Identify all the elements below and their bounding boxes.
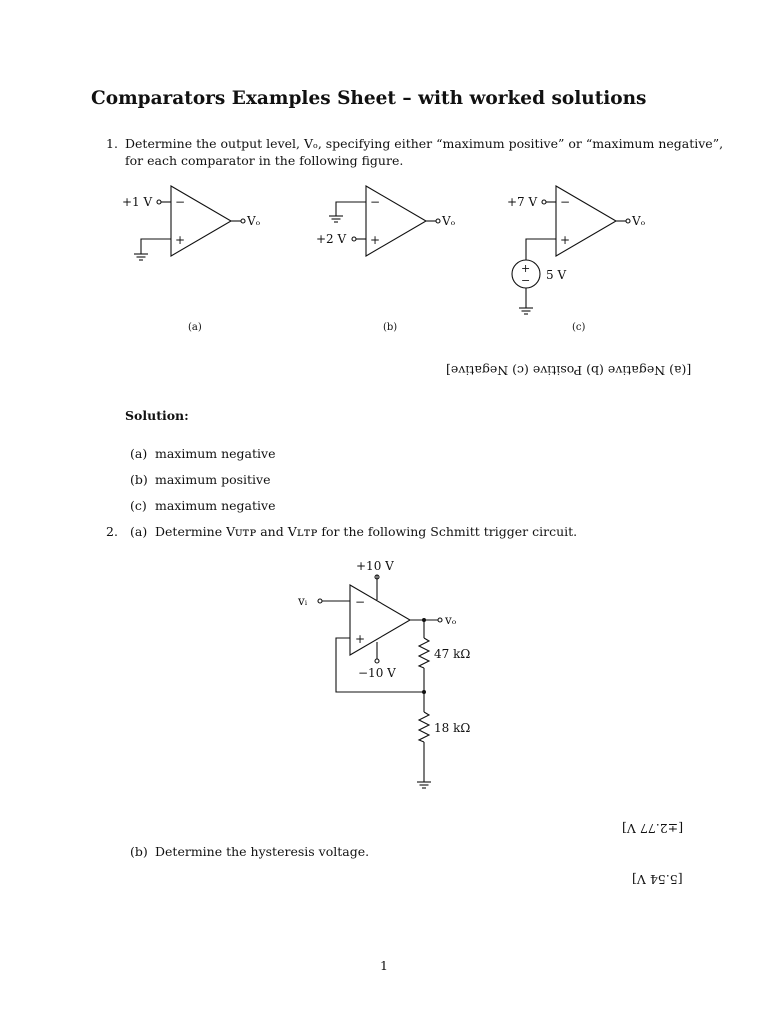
- upside-down-answer-q2a: [±2.77 V]: [622, 821, 684, 836]
- comparator-b-output-label: Vₒ: [442, 214, 456, 228]
- resistor-icon: [419, 712, 429, 742]
- question-2b-label: (b): [130, 844, 148, 859]
- comparator-a-output-label: Vₒ: [247, 214, 261, 228]
- resistor-r1-label: 47 kΩ: [434, 647, 471, 661]
- schmitt-input-label: vᵢ: [298, 594, 308, 608]
- page-number: 1: [380, 958, 388, 973]
- caption-a: (a): [188, 322, 202, 333]
- caption-b: (b): [383, 322, 398, 333]
- resistor-icon: [419, 638, 429, 668]
- supply-positive-label: +10 V: [356, 559, 394, 573]
- caption-c: (c): [572, 322, 586, 333]
- comparator-a: [122, 186, 261, 333]
- comparator-c-minus: −: [560, 195, 571, 209]
- schmitt-minus: −: [355, 595, 366, 609]
- comparator-c-plus: +: [560, 233, 571, 247]
- svg-text:+: +: [521, 262, 531, 275]
- solution-heading: Solution:: [125, 408, 189, 423]
- schmitt-trigger-circuit: [297, 559, 470, 788]
- question-1-text-line-2: for each comparator in the following figure.: [125, 153, 404, 168]
- resistor-r2-label: 18 kΩ: [434, 721, 471, 735]
- comparator-b-plus: +: [370, 233, 381, 247]
- svg-text:−: −: [521, 274, 531, 287]
- upside-down-answer-q2b: [5.54 V]: [632, 872, 683, 887]
- page-title: Comparators Examples Sheet – with worked solutions: [91, 88, 647, 109]
- solution-b-label: (b): [130, 472, 148, 487]
- question-2b-text: Determine the hysteresis voltage.: [155, 844, 370, 859]
- solution-b-text: maximum positive: [155, 472, 271, 487]
- question-1-number: 1.: [106, 136, 118, 151]
- solution-c-label: (c): [130, 498, 147, 513]
- question-1-text-line-1: Determine the output level, Vₒ, specifying either “maximum positive” or “maximum negative”,: [125, 136, 724, 151]
- supply-negative-label: −10 V: [358, 666, 396, 680]
- question-2a-label: (a): [130, 524, 148, 539]
- solution-a-label: (a): [130, 446, 148, 461]
- comparator-a-plus: +: [175, 233, 186, 247]
- comparator-c-output-label: Vₒ: [632, 214, 646, 228]
- comparator-a-minus: −: [175, 195, 186, 209]
- schmitt-plus: +: [355, 632, 366, 646]
- comparator-c-source-label: 5 V: [546, 268, 567, 282]
- comparator-b-minus: −: [370, 195, 381, 209]
- comparator-c: [507, 186, 646, 333]
- schmitt-output-label: vₒ: [445, 613, 457, 627]
- comparator-c-input-label: +7 V: [507, 195, 538, 209]
- comparator-b: [316, 186, 456, 333]
- comparator-a-input-label: +1 V: [122, 195, 153, 209]
- solution-c-text: maximum negative: [155, 498, 276, 513]
- upside-down-answer-q1: [(a) Negative (b) Positive (c) Negative]: [446, 363, 692, 378]
- question-2a-text: Determine Vᴜᴛᴘ and Vʟᴛᴘ for the following Schmitt trigger circuit.: [155, 524, 578, 539]
- question-2-number: 2.: [106, 524, 118, 539]
- solution-a-text: maximum negative: [155, 446, 276, 461]
- comparator-b-input-label: +2 V: [316, 232, 347, 246]
